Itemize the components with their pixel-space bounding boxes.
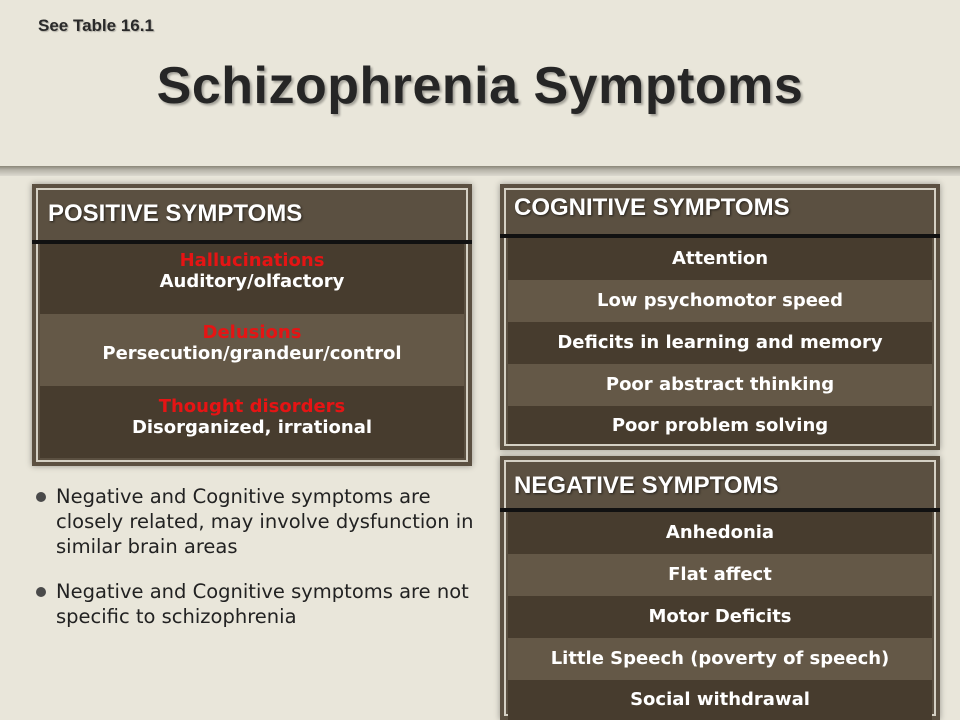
- notes-list: [34, 484, 484, 649]
- positive-symptoms-panel: [32, 184, 472, 466]
- table-reference: See Table 16.1: [38, 16, 154, 35]
- symptom-row: [508, 322, 932, 364]
- symptom-row: [40, 314, 464, 386]
- symptom-detail: Persecution/grandeur/control: [102, 343, 402, 364]
- negative-symptoms-panel: [500, 456, 940, 720]
- symptom-label: Attention: [671, 248, 769, 269]
- symptom-detail: Auditory/olfactory: [159, 271, 345, 292]
- bullet-icon: [36, 492, 46, 502]
- symptom-row: [40, 386, 464, 458]
- symptom-label: Poor problem solving: [611, 415, 829, 436]
- symptom-row: [508, 238, 932, 280]
- symptom-label: Low psychomotor speed: [596, 290, 844, 311]
- list-item: [34, 484, 484, 559]
- panel-heading: NEGATIVE SYMPTOMS: [514, 472, 779, 499]
- symptom-label: Thought disorders: [158, 396, 346, 417]
- note-text: Negative and Cognitive symptoms are closely related, may involve dysfunction in similar brain areas: [56, 485, 474, 558]
- header-divider: [0, 166, 960, 176]
- symptom-label: Social withdrawal: [630, 689, 810, 710]
- symptom-row: [508, 280, 932, 322]
- symptom-row: [508, 638, 932, 680]
- symptom-label: Hallucinations: [179, 250, 325, 271]
- symptom-label: Motor Deficits: [648, 606, 792, 627]
- slide-title: Schizophrenia Symptoms: [156, 57, 804, 115]
- symptom-label: Poor abstract thinking: [605, 374, 835, 395]
- symptom-row: [508, 680, 932, 720]
- slide-header: [0, 0, 960, 166]
- symptom-label: Little Speech (poverty of speech): [550, 648, 890, 669]
- symptom-label: Anhedonia: [665, 522, 775, 543]
- cognitive-symptoms-panel: [500, 184, 940, 450]
- bullet-icon: [36, 587, 46, 597]
- symptom-row: [508, 406, 932, 444]
- symptom-label: Flat affect: [668, 564, 772, 585]
- symptom-detail: Disorganized, irrational: [131, 417, 373, 438]
- list-item: [34, 579, 484, 629]
- symptom-label: Delusions: [202, 322, 302, 343]
- symptom-row: [40, 244, 464, 314]
- panel-heading: POSITIVE SYMPTOMS: [48, 200, 303, 227]
- symptom-row: [508, 596, 932, 638]
- symptom-label: Deficits in learning and memory: [557, 332, 883, 353]
- symptom-row: [508, 512, 932, 554]
- symptom-row: [508, 554, 932, 596]
- panel-heading: COGNITIVE SYMPTOMS: [514, 194, 790, 221]
- symptom-row: [508, 364, 932, 406]
- note-text: Negative and Cognitive symptoms are not specific to schizophrenia: [56, 580, 469, 628]
